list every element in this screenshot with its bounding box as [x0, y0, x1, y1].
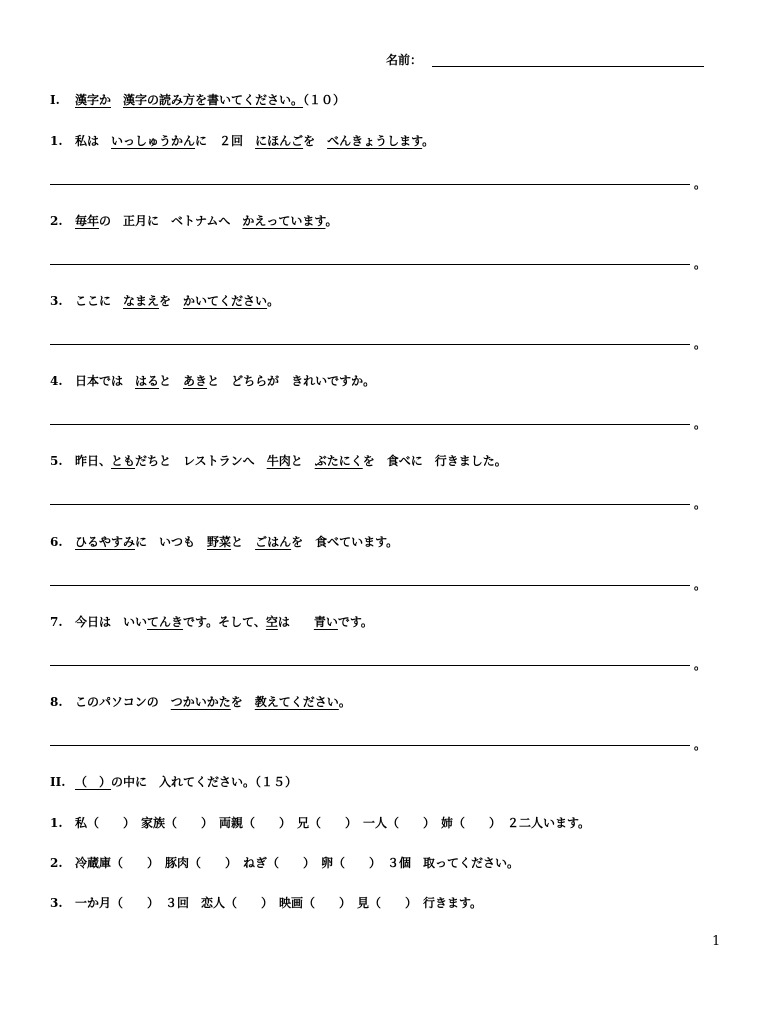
question-number: 5.	[50, 454, 63, 468]
underlined-word: 牛肉	[266, 454, 291, 468]
question-text-part: 日本では	[75, 374, 136, 388]
underlined-word: ぶたにく	[314, 454, 363, 468]
answer-line[interactable]	[50, 424, 690, 425]
name-answer-line[interactable]	[432, 66, 704, 67]
question-text-part: を 食べに 行きました。	[362, 454, 507, 468]
answer-line[interactable]	[50, 344, 690, 345]
question-text-part: と どちらが きれいですか。	[207, 374, 376, 388]
question-text-part: 昨日、	[75, 454, 112, 468]
section1-title-part: 漢字の読み方を書いてください。	[123, 93, 304, 107]
question-text-part: です。そして、	[183, 615, 266, 629]
answer-line[interactable]	[50, 504, 690, 505]
answer-line[interactable]	[50, 585, 690, 586]
question-text-part: は	[277, 615, 314, 629]
question-number: 8.	[50, 695, 63, 709]
question-text-part: 。	[267, 294, 280, 308]
answer-line[interactable]	[50, 264, 690, 265]
question-text-part: と	[231, 535, 256, 549]
fill-in-question: 冷蔵庫（ ） 豚肉（ ） ねぎ（ ） 卵（ ） ３個 取ってください。	[75, 856, 520, 870]
section2-title	[75, 774, 297, 790]
underlined-word: つかいかた	[170, 695, 231, 709]
answer-line[interactable]	[50, 184, 690, 185]
question-text	[75, 213, 337, 229]
underlined-word: あき	[183, 374, 208, 388]
section2-title-part: （ ）	[75, 775, 112, 789]
underlined-word: かえっています	[242, 214, 326, 228]
name-label: 名前：	[386, 53, 423, 67]
underlined-word: ごはん	[255, 535, 292, 549]
question-text	[75, 694, 351, 710]
answer-period: 。	[694, 658, 707, 672]
question-text-part	[99, 134, 111, 148]
underlined-word: 野菜	[207, 535, 232, 549]
question-text-part: に ２回	[195, 134, 256, 148]
underlined-word: とも	[111, 454, 136, 468]
underlined-word: 毎年	[75, 214, 100, 228]
question-text-part: 私は	[75, 134, 100, 148]
underlined-word: 青い	[313, 615, 338, 629]
section1-title-part	[111, 93, 123, 107]
question-text-part: 今日は いい	[75, 615, 148, 629]
question-text-part: だちと レストランへ	[135, 454, 267, 468]
question-text-part: 。	[422, 134, 435, 148]
answer-line[interactable]	[50, 745, 690, 746]
question-text-part: このパソコンの	[75, 695, 171, 709]
question-text-part: 。	[338, 695, 351, 709]
question-text-part: の 正月に ベトナムへ	[99, 214, 243, 228]
question-text	[75, 453, 507, 469]
question-text-part: に いつも	[135, 535, 208, 549]
underlined-word: べんきょうします	[327, 134, 423, 148]
question-text-part: と	[159, 374, 184, 388]
question-text-part: を	[230, 695, 255, 709]
answer-period: 。	[694, 257, 707, 271]
answer-period: 。	[694, 417, 707, 431]
underlined-word: にほんご	[255, 134, 304, 148]
question-text-part: を	[159, 294, 184, 308]
question-number: 6.	[50, 535, 63, 549]
section1-number: I.	[50, 93, 60, 107]
question-number: 3.	[50, 896, 63, 910]
question-number: 7.	[50, 615, 63, 629]
section2-title-part: の中に 入れてください。（１５）	[111, 775, 298, 789]
underlined-word: ひるやすみ	[75, 535, 136, 549]
underlined-word: 空	[265, 615, 278, 629]
question-text-part: と	[290, 454, 315, 468]
question-number: 2.	[50, 856, 63, 870]
answer-line[interactable]	[50, 665, 690, 666]
question-text-part: ここに	[75, 294, 124, 308]
question-number: 2.	[50, 214, 63, 228]
underlined-word: 教えてください	[254, 695, 339, 709]
question-text-part: 。	[325, 214, 338, 228]
question-number: 3.	[50, 294, 63, 308]
underlined-word: なまえ	[123, 294, 160, 308]
question-number: 1.	[50, 816, 63, 830]
question-text	[75, 293, 279, 309]
answer-period: 。	[694, 337, 707, 351]
answer-period: 。	[694, 177, 707, 191]
fill-in-question: 私（ ） 家族（ ） 両親（ ） 兄（ ） 一人（ ） 姉（ ） ２二人います。	[75, 816, 591, 830]
underlined-word: てんき	[147, 615, 184, 629]
answer-period: 。	[694, 578, 707, 592]
question-text	[75, 534, 398, 550]
section1-title	[75, 92, 345, 108]
underlined-word: いっしゅうかん	[111, 134, 196, 148]
underlined-word: はる	[135, 374, 160, 388]
question-text-part: を 食べています。	[291, 535, 399, 549]
question-text	[75, 614, 373, 630]
answer-period: 。	[694, 497, 707, 511]
underlined-word: かいてください	[183, 294, 268, 308]
section2-number: II.	[50, 775, 66, 789]
fill-in-question: 一か月（ ） ３回 恋人（ ） 映画（ ） 見（ ） 行きます。	[75, 896, 483, 910]
question-text-part: です。	[337, 615, 373, 629]
question-text-part: を	[303, 134, 328, 148]
question-text	[75, 373, 375, 389]
question-number: 4.	[50, 374, 63, 388]
section1-title-part: （１０）	[303, 93, 346, 107]
page-number: 1	[712, 934, 721, 949]
section1-title-part: 漢字か	[75, 93, 112, 107]
question-number: 1.	[50, 134, 63, 148]
answer-period: 。	[694, 738, 707, 752]
question-text	[75, 133, 434, 149]
